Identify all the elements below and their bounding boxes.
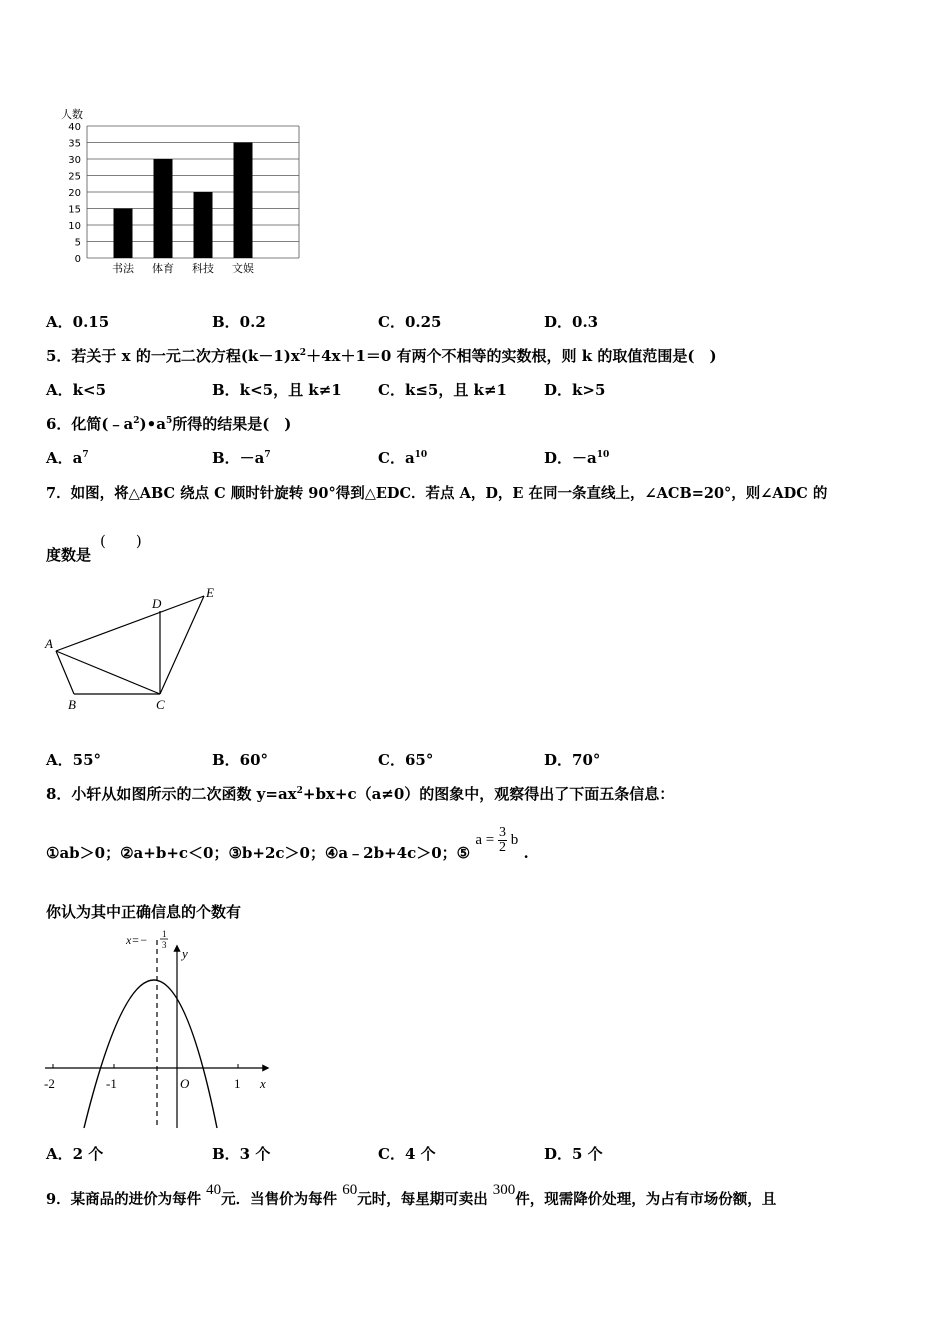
q5-option-b[interactable]: B．k<5，且 k≠1	[212, 381, 342, 399]
q9-value-2: 60	[342, 1182, 358, 1198]
ytick-label-35: 35	[68, 138, 81, 150]
q6-sup2: 5	[165, 416, 173, 426]
q8-option-c[interactable]: C．4 个	[378, 1145, 436, 1163]
y-label: y	[182, 946, 188, 961]
label-a: A	[45, 636, 53, 651]
q6-text-c: 所得的结果是( )	[172, 415, 292, 433]
q9-stem	[46, 1182, 777, 1209]
bar-1	[114, 209, 133, 259]
bar-2	[154, 159, 173, 258]
q8-equation: a = $\frac{3}{2}$ b	[475, 825, 519, 855]
category-label-4: 文娱	[232, 262, 254, 275]
q8-option-d[interactable]: D．5 个	[544, 1145, 603, 1163]
q6-option-c[interactable]: C．$a^{10}$	[378, 449, 428, 467]
q8-option-b[interactable]: B．3 个	[212, 1145, 271, 1163]
q8-options	[46, 1143, 746, 1164]
seg-ec	[160, 596, 204, 694]
chart-categories	[112, 261, 254, 275]
q4-options	[46, 311, 746, 332]
q7-option-b[interactable]: B．60°	[212, 751, 269, 769]
tick-1: 1	[234, 1076, 241, 1091]
q8-option-a[interactable]: A．2 个	[46, 1145, 104, 1163]
label-d: D	[152, 596, 162, 611]
q8-info: ①ab＞0；②a+b+c＜0；③b+2c＞0；④a﹣2b+4c＞0；⑤ a = $\frac{3}{2}$ b .	[46, 825, 529, 862]
q5-options	[46, 379, 746, 400]
label-c: C	[156, 697, 165, 712]
axis-eq-den: 3	[162, 940, 167, 950]
bar-3	[194, 192, 213, 258]
q6-options	[46, 447, 746, 468]
q6-option-b[interactable]: B．$-a^7$	[212, 449, 271, 467]
q9-text-b: 元．当售价为每件	[221, 1191, 338, 1208]
q7-triangle-figure	[40, 582, 240, 717]
ytick-label-30: 30	[68, 155, 81, 166]
q5-text-b: ＋4x＋1＝0 有两个不相等的实数根，则 k 的取值范围是( )	[306, 347, 717, 365]
parabola	[84, 980, 217, 1128]
bar-chart	[55, 100, 315, 280]
q8-question: 你认为其中正确信息的个数有	[46, 903, 242, 921]
ytick-label-40: 40	[68, 122, 81, 133]
q6-option-a[interactable]: A．$a^7$	[46, 449, 89, 467]
q5-option-a[interactable]: A．k<5	[46, 381, 107, 399]
axis-eq-prefix: x=−	[126, 933, 148, 947]
q6-text-b: )•a	[139, 415, 166, 433]
ytick-label-5: 5	[74, 237, 81, 249]
q4-option-c[interactable]: C．0.25	[378, 313, 442, 331]
q5-option-c[interactable]: C．k≤5，且 k≠1	[378, 381, 507, 399]
q4-option-b[interactable]: B．0.2	[212, 313, 266, 331]
ytick-label-25: 25	[68, 171, 81, 183]
q6-stem	[46, 413, 291, 434]
origin-label: O	[180, 1076, 190, 1091]
x-label: x	[260, 1076, 266, 1091]
axis-eq-num: 1	[162, 929, 167, 939]
q8-sup: 2	[296, 786, 303, 796]
chart-bars	[114, 143, 253, 259]
q6-text-a: 6．化简(﹣a	[46, 415, 134, 433]
seg-ae	[56, 596, 204, 651]
q4-option-a[interactable]: A．0.15	[46, 313, 110, 331]
q9-value-1: 40	[206, 1182, 222, 1198]
q8-text-a: 8．小轩从如图所示的二次函数 y=ax	[46, 785, 297, 803]
q6-option-d[interactable]: D．$-a^{10}$	[544, 449, 610, 467]
bar-4	[234, 143, 253, 259]
label-e: E	[206, 585, 214, 600]
tick-neg1: -1	[106, 1076, 117, 1091]
ytick-label-20: 20	[68, 188, 81, 199]
q9-text-c: 元时，每星期可卖出	[357, 1191, 488, 1208]
label-b: B	[68, 697, 76, 712]
q8-text-b: +bx+c（a≠0）的图象中，观察得出了下面五条信息：	[302, 785, 675, 803]
q4-option-d[interactable]: D．0.3	[544, 313, 599, 331]
category-label-2: 体育	[152, 262, 174, 275]
q9-value-3: 300	[492, 1182, 516, 1198]
q7-paren: ( )	[100, 532, 142, 550]
q7-option-d[interactable]: D．70°	[544, 751, 601, 769]
ytick-label-15: 15	[68, 204, 81, 216]
tick-neg2: -2	[44, 1076, 55, 1091]
q5-text-a: 5．若关于 x 的一元二次方程(k－1)x	[46, 347, 300, 365]
q5-option-d[interactable]: D．k>5	[544, 381, 606, 399]
q5-stem	[46, 345, 717, 366]
q7-option-c[interactable]: C．65°	[378, 751, 434, 769]
q8-info-text: ①ab＞0；②a+b+c＜0；③b+2c＞0；④a﹣2b+4c＞0；⑤	[46, 843, 471, 862]
category-label-1: 书法	[112, 262, 134, 275]
q8-stem	[46, 783, 674, 804]
q9-text-a: 9．某商品的进价为每件	[46, 1191, 202, 1208]
q7-option-a[interactable]: A．55°	[46, 751, 102, 769]
chart-yticks	[68, 122, 81, 265]
chart-ylabel: 人数	[61, 108, 83, 121]
q5-sup: 2	[299, 348, 307, 358]
q7-options	[46, 749, 746, 770]
q6-sup1: 2	[133, 416, 140, 426]
ytick-label-10: 10	[68, 221, 81, 232]
q7-stem-line1: 7．如图，将△ABC 绕点 C 顺时针旋转 90°得到△EDC．若点 A，D，E 在同一条直线上，∠ACB=20°，则∠ADC 的	[46, 485, 828, 502]
q8-parabola-graph	[40, 928, 280, 1133]
q9-text-d: 件，现需降价处理，为占有市场份额，且	[515, 1191, 777, 1208]
category-label-3: 科技	[192, 262, 214, 275]
ytick-label-0: 0	[74, 254, 81, 265]
q7-stem-line2: 度数是	[46, 546, 92, 564]
